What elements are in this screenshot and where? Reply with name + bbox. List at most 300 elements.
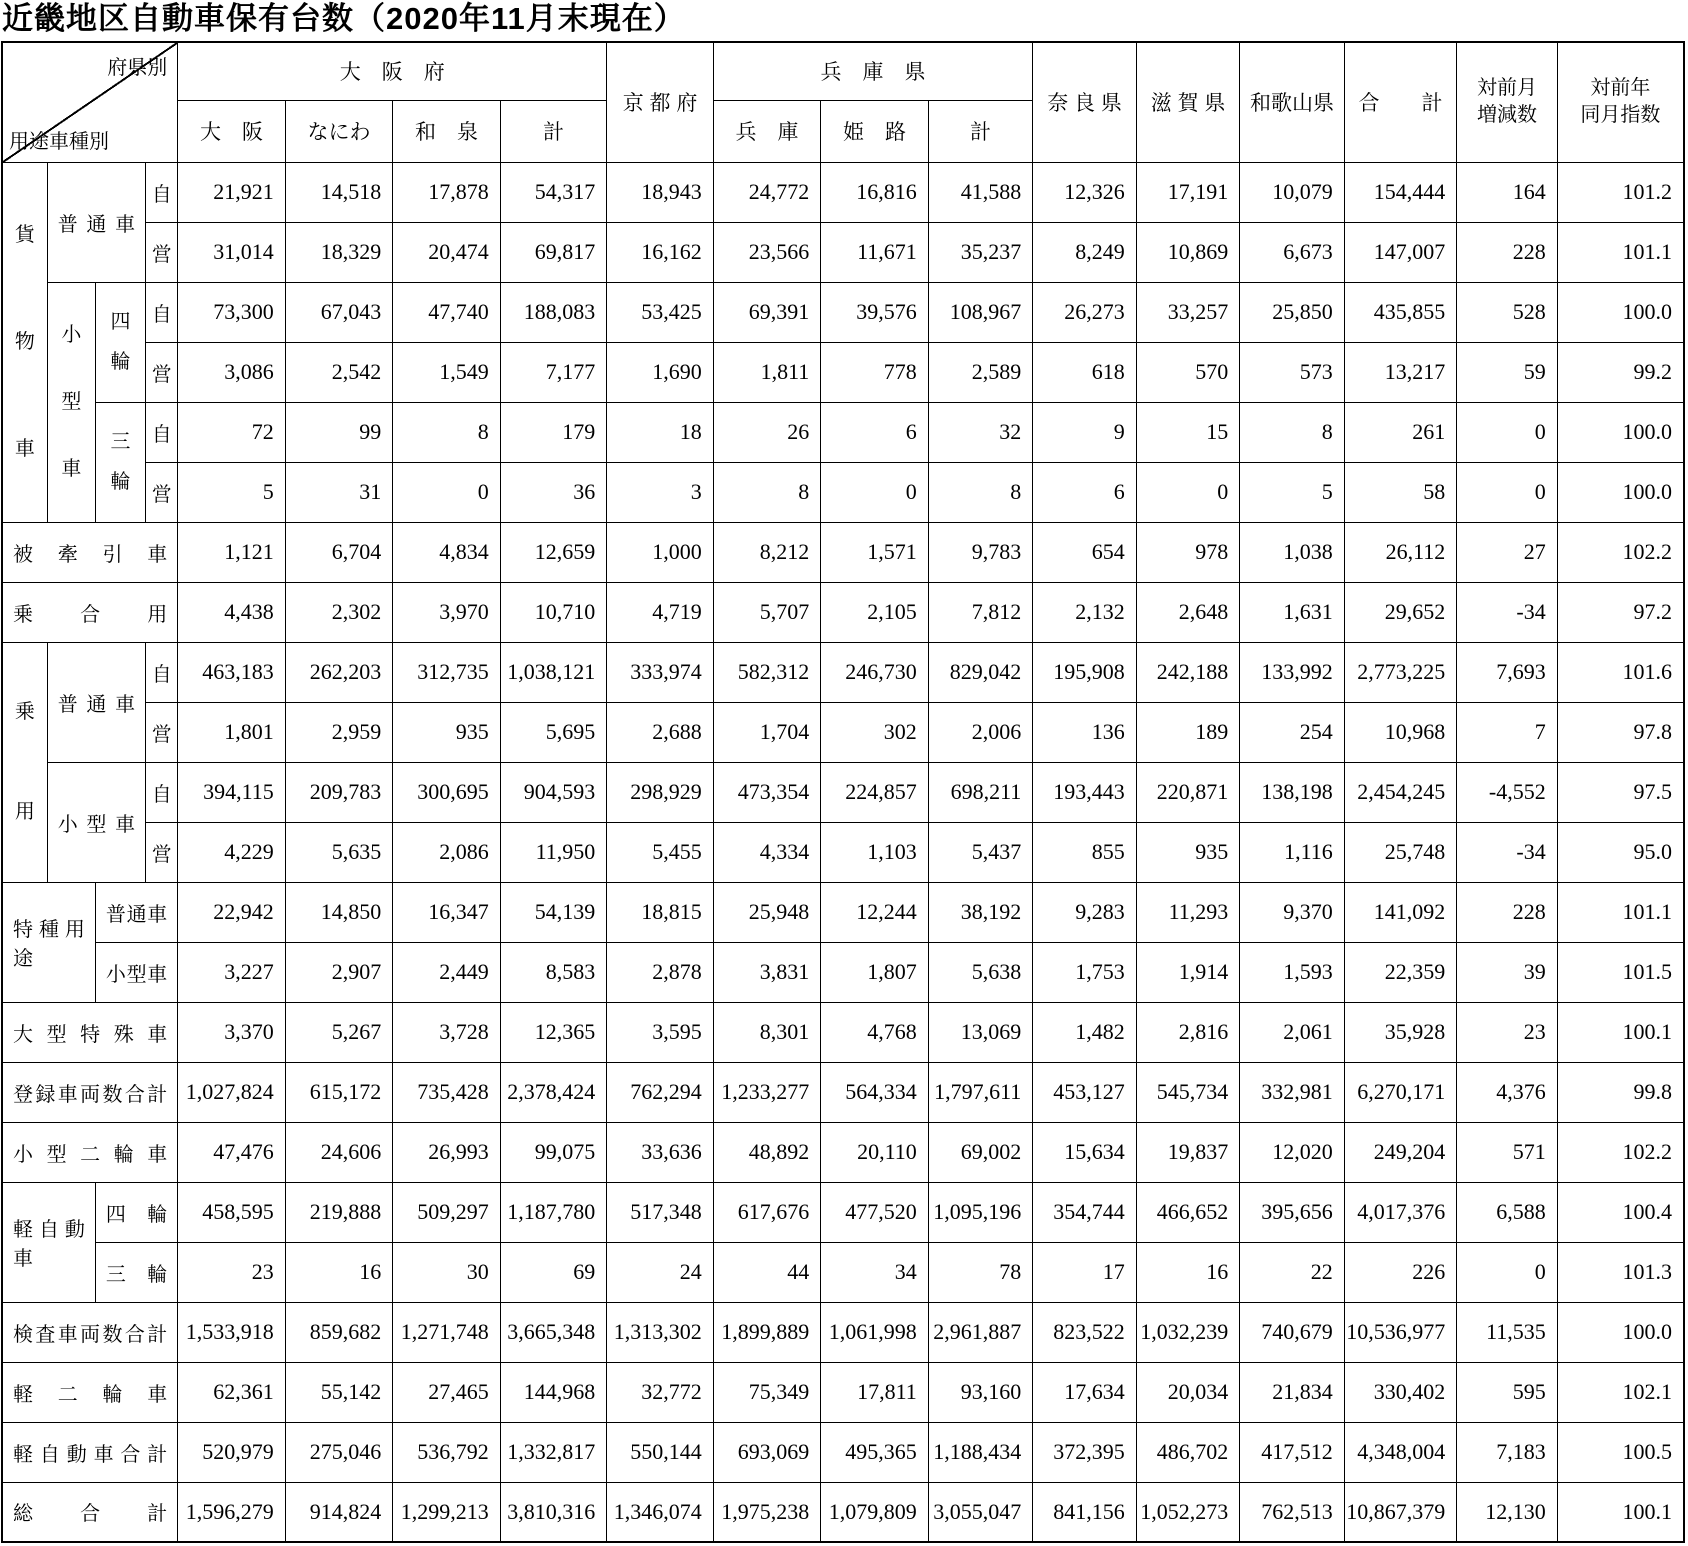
data-cell: 13,217 <box>1344 342 1457 402</box>
data-cell: 829,042 <box>928 642 1033 702</box>
data-cell: 615,172 <box>285 1062 393 1122</box>
corner-label-prefecture: 府県別 <box>107 57 168 80</box>
data-cell: 1,533,918 <box>178 1302 286 1362</box>
data-cell: 17 <box>1033 1242 1136 1302</box>
row-label: 自 <box>146 642 178 702</box>
data-cell: 219,888 <box>285 1182 393 1242</box>
data-cell: 54,317 <box>500 162 607 222</box>
data-cell: 73,300 <box>178 282 286 342</box>
data-cell: 1,103 <box>821 822 929 882</box>
data-cell: 5,695 <box>500 702 607 762</box>
data-cell: 3,810,316 <box>500 1482 607 1542</box>
data-cell: 262,203 <box>285 642 393 702</box>
col-header-hyogo-total: 計 <box>928 100 1033 162</box>
data-cell: 17,811 <box>821 1362 929 1422</box>
data-cell: 1,121 <box>178 522 286 582</box>
data-cell: 509,297 <box>393 1182 501 1242</box>
data-cell: 32 <box>928 402 1033 462</box>
data-cell: 93,160 <box>928 1362 1033 1422</box>
data-cell: 25,948 <box>713 882 821 942</box>
row-label: 普通車 <box>95 882 177 942</box>
table-row <box>2 1242 1684 1302</box>
data-cell: 1,690 <box>607 342 714 402</box>
data-cell: 12,365 <box>500 1002 607 1062</box>
col-header-osaka-group: 大 阪 府 <box>178 42 607 100</box>
data-cell: 1,095,196 <box>928 1182 1033 1242</box>
data-cell: 4,334 <box>713 822 821 882</box>
data-cell: 486,702 <box>1136 1422 1239 1482</box>
data-cell: 54,139 <box>500 882 607 942</box>
data-cell: 8,249 <box>1033 222 1136 282</box>
data-cell: 16 <box>285 1242 393 1302</box>
data-cell: 2,878 <box>607 942 714 1002</box>
data-cell: 164 <box>1457 162 1557 222</box>
data-cell: 855 <box>1033 822 1136 882</box>
data-cell: 226 <box>1344 1242 1457 1302</box>
data-cell: 5,635 <box>285 822 393 882</box>
data-cell: 1,801 <box>178 702 286 762</box>
data-cell: 254 <box>1240 702 1344 762</box>
data-cell: 16,816 <box>821 162 929 222</box>
data-cell: 261 <box>1344 402 1457 462</box>
data-cell: 3,595 <box>607 1002 714 1062</box>
data-cell: 102.2 <box>1557 522 1684 582</box>
data-cell: 69,391 <box>713 282 821 342</box>
col-header-grand-total: 合 計 <box>1344 42 1457 162</box>
data-cell: 102.1 <box>1557 1362 1684 1422</box>
data-cell: 550,144 <box>607 1422 714 1482</box>
page-title: 近畿地区自動車保有台数（2020年11月末現在） <box>2 1 686 36</box>
data-cell: 228 <box>1457 882 1557 942</box>
data-cell: 97.2 <box>1557 582 1684 642</box>
data-cell: 39 <box>1457 942 1557 1002</box>
data-cell: 2,302 <box>285 582 393 642</box>
table-row <box>2 582 1684 642</box>
data-cell: 1,052,273 <box>1136 1482 1239 1542</box>
data-cell: 102.2 <box>1557 1122 1684 1182</box>
row-label: 大型特殊車 <box>2 1002 178 1062</box>
data-cell: 18,815 <box>607 882 714 942</box>
data-cell: 1,482 <box>1033 1002 1136 1062</box>
row-label: 営 <box>146 342 178 402</box>
data-cell: 17,634 <box>1033 1362 1136 1422</box>
data-cell: 138,198 <box>1240 762 1344 822</box>
data-cell: 10,536,977 <box>1344 1302 1457 1362</box>
data-cell: 97.5 <box>1557 762 1684 822</box>
data-cell: 3,665,348 <box>500 1302 607 1362</box>
col-header-yoy-index: 対前年 同月指数 <box>1557 42 1684 162</box>
data-cell: 2,132 <box>1033 582 1136 642</box>
data-cell: 35,928 <box>1344 1002 1457 1062</box>
row-label: 検査車両数合計 <box>2 1302 178 1362</box>
data-cell: 1,038,121 <box>500 642 607 702</box>
row-label: 小型車 <box>47 762 145 882</box>
data-cell: 978 <box>1136 522 1239 582</box>
data-cell: 312,735 <box>393 642 501 702</box>
data-cell: 15,634 <box>1033 1122 1136 1182</box>
data-cell: 1,631 <box>1240 582 1344 642</box>
data-cell: 141,092 <box>1344 882 1457 942</box>
row-label: 四輪 <box>95 1182 177 1242</box>
data-cell: 72 <box>178 402 286 462</box>
data-cell: 466,652 <box>1136 1182 1239 1242</box>
data-cell: 22,359 <box>1344 942 1457 1002</box>
data-cell: 10,869 <box>1136 222 1239 282</box>
table-row <box>2 402 1684 462</box>
row-label: 営 <box>146 462 178 522</box>
data-cell: 520,979 <box>178 1422 286 1482</box>
data-cell: 32,772 <box>607 1362 714 1422</box>
data-cell: 224,857 <box>821 762 929 822</box>
data-cell: 2,959 <box>285 702 393 762</box>
data-cell: 3 <box>607 462 714 522</box>
data-cell: 570 <box>1136 342 1239 402</box>
data-cell: 1,975,238 <box>713 1482 821 1542</box>
data-cell: 24,606 <box>285 1122 393 1182</box>
data-cell: 20,474 <box>393 222 501 282</box>
data-cell: 1,271,748 <box>393 1302 501 1362</box>
data-cell: 23 <box>1457 1002 1557 1062</box>
data-cell: 189 <box>1136 702 1239 762</box>
data-cell: 101.1 <box>1557 222 1684 282</box>
data-cell: 2,542 <box>285 342 393 402</box>
data-cell: 1,188,434 <box>928 1422 1033 1482</box>
data-cell: 8,212 <box>713 522 821 582</box>
data-cell: 33,257 <box>1136 282 1239 342</box>
data-cell: 11,671 <box>821 222 929 282</box>
data-cell: 2,589 <box>928 342 1033 402</box>
data-cell: 495,365 <box>821 1422 929 1482</box>
data-cell: 473,354 <box>713 762 821 822</box>
data-cell: 740,679 <box>1240 1302 1344 1362</box>
row-label: 自 <box>146 762 178 822</box>
data-cell: 1,807 <box>821 942 929 1002</box>
data-cell: 823,522 <box>1033 1302 1136 1362</box>
data-cell: 10,867,379 <box>1344 1482 1457 1542</box>
data-cell: 249,204 <box>1344 1122 1457 1182</box>
data-cell: 545,734 <box>1136 1062 1239 1122</box>
data-cell: 100.0 <box>1557 1302 1684 1362</box>
data-cell: 100.4 <box>1557 1182 1684 1242</box>
col-header-hyogo-group: 兵 庫 県 <box>713 42 1033 100</box>
table-row <box>2 1362 1684 1422</box>
data-cell: 11,535 <box>1457 1302 1557 1362</box>
row-label: 普通車 <box>47 162 145 282</box>
table-body <box>2 162 1684 1542</box>
data-cell: 101.5 <box>1557 942 1684 1002</box>
data-cell: 275,046 <box>285 1422 393 1482</box>
table-row <box>2 1302 1684 1362</box>
data-cell: 778 <box>821 342 929 402</box>
data-cell: 4,348,004 <box>1344 1422 1457 1482</box>
data-cell: 2,688 <box>607 702 714 762</box>
row-label: 三輪 <box>95 1242 177 1302</box>
table-row <box>2 822 1684 882</box>
row-label: 総合計 <box>2 1482 178 1542</box>
data-cell: 1,079,809 <box>821 1482 929 1542</box>
data-cell: 1,061,998 <box>821 1302 929 1362</box>
data-cell: 19,837 <box>1136 1122 1239 1182</box>
data-cell: 477,520 <box>821 1182 929 1242</box>
data-cell: 3,970 <box>393 582 501 642</box>
corner-cell <box>2 42 178 162</box>
data-cell: 34 <box>821 1242 929 1302</box>
data-cell: 6,270,171 <box>1344 1062 1457 1122</box>
data-cell: 8,583 <box>500 942 607 1002</box>
data-cell: 935 <box>393 702 501 762</box>
data-cell: 935 <box>1136 822 1239 882</box>
data-cell: 2,648 <box>1136 582 1239 642</box>
data-cell: 12,020 <box>1240 1122 1344 1182</box>
data-cell: 14,850 <box>285 882 393 942</box>
data-cell: 1,593 <box>1240 942 1344 1002</box>
data-cell: 2,378,424 <box>500 1062 607 1122</box>
data-cell: 100.0 <box>1557 402 1684 462</box>
data-cell: 904,593 <box>500 762 607 822</box>
data-cell: 154,444 <box>1344 162 1457 222</box>
data-cell: 2,454,245 <box>1344 762 1457 822</box>
data-cell: 1,116 <box>1240 822 1344 882</box>
data-cell: 4,768 <box>821 1002 929 1062</box>
data-cell: 693,069 <box>713 1422 821 1482</box>
table-row <box>2 222 1684 282</box>
data-cell: 3,831 <box>713 942 821 1002</box>
data-cell: 69,817 <box>500 222 607 282</box>
row-label: 登録車両数合計 <box>2 1062 178 1122</box>
data-cell: 31 <box>285 462 393 522</box>
data-cell: 18,943 <box>607 162 714 222</box>
data-cell: 1,233,277 <box>713 1062 821 1122</box>
data-cell: 7 <box>1457 702 1557 762</box>
data-cell: -34 <box>1457 582 1557 642</box>
data-cell: 395,656 <box>1240 1182 1344 1242</box>
vehicle-stats-table <box>1 41 1685 1543</box>
data-cell: 1,000 <box>607 522 714 582</box>
data-cell: 1,187,780 <box>500 1182 607 1242</box>
data-cell: 564,334 <box>821 1062 929 1122</box>
data-cell: 17,191 <box>1136 162 1239 222</box>
data-cell: 12,130 <box>1457 1482 1557 1542</box>
data-cell: 75,349 <box>713 1362 821 1422</box>
row-label: 小型車 <box>95 942 177 1002</box>
data-cell: 31,014 <box>178 222 286 282</box>
data-cell: 69 <box>500 1242 607 1302</box>
row-label: 自 <box>146 282 178 342</box>
data-cell: 220,871 <box>1136 762 1239 822</box>
row-label: 軽自動車合計 <box>2 1422 178 1482</box>
data-cell: 100.5 <box>1557 1422 1684 1482</box>
data-cell: 133,992 <box>1240 642 1344 702</box>
row-label: 乗 用 <box>2 642 47 882</box>
data-cell: 841,156 <box>1033 1482 1136 1542</box>
data-cell: 2,006 <box>928 702 1033 762</box>
data-cell: 179 <box>500 402 607 462</box>
data-cell: 24 <box>607 1242 714 1302</box>
data-cell: 735,428 <box>393 1062 501 1122</box>
data-cell: 3,227 <box>178 942 286 1002</box>
data-cell: 16,162 <box>607 222 714 282</box>
data-cell: 11,293 <box>1136 882 1239 942</box>
data-cell: 228 <box>1457 222 1557 282</box>
data-cell: 1,571 <box>821 522 929 582</box>
row-label: 自 <box>146 162 178 222</box>
data-cell: 44 <box>713 1242 821 1302</box>
data-cell: 58 <box>1344 462 1457 522</box>
data-cell: 26,112 <box>1344 522 1457 582</box>
col-header-himeji: 姫 路 <box>821 100 929 162</box>
row-label: 乗合用 <box>2 582 178 642</box>
table-row <box>2 942 1684 1002</box>
data-cell: 9,370 <box>1240 882 1344 942</box>
data-cell: 62,361 <box>178 1362 286 1422</box>
data-cell: 4,438 <box>178 582 286 642</box>
col-header-mom-change: 対前月 増減数 <box>1457 42 1557 162</box>
data-cell: 18,329 <box>285 222 393 282</box>
row-label: 普通車 <box>47 642 145 762</box>
data-cell: 1,313,302 <box>607 1302 714 1362</box>
data-cell: 35,237 <box>928 222 1033 282</box>
data-cell: 0 <box>1457 462 1557 522</box>
data-cell: 25,748 <box>1344 822 1457 882</box>
data-cell: 3,370 <box>178 1002 286 1062</box>
data-cell: 23,566 <box>713 222 821 282</box>
data-cell: 246,730 <box>821 642 929 702</box>
data-cell: 1,549 <box>393 342 501 402</box>
data-cell: 22 <box>1240 1242 1344 1302</box>
row-label: 営 <box>146 222 178 282</box>
data-cell: 7,183 <box>1457 1422 1557 1482</box>
table-row <box>2 1422 1684 1482</box>
table-row <box>2 162 1684 222</box>
data-cell: 1,032,239 <box>1136 1302 1239 1362</box>
data-cell: 330,402 <box>1344 1362 1457 1422</box>
data-cell: 1,332,817 <box>500 1422 607 1482</box>
data-cell: 1,346,074 <box>607 1482 714 1542</box>
corner-label-vehicle-type: 用途車種別 <box>9 130 109 153</box>
data-cell: 1,797,611 <box>928 1062 1033 1122</box>
row-label: 三 輪 <box>95 402 145 522</box>
data-cell: 2,816 <box>1136 1002 1239 1062</box>
data-cell: 463,183 <box>178 642 286 702</box>
data-cell: 99.8 <box>1557 1062 1684 1122</box>
data-cell: 617,676 <box>713 1182 821 1242</box>
table-row <box>2 702 1684 762</box>
data-cell: 394,115 <box>178 762 286 822</box>
table-row <box>2 1482 1684 1542</box>
data-cell: 136 <box>1033 702 1136 762</box>
data-cell: 9 <box>1033 402 1136 462</box>
data-cell: 25,850 <box>1240 282 1344 342</box>
table-row <box>2 882 1684 942</box>
table-row <box>2 762 1684 822</box>
data-cell: 1,027,824 <box>178 1062 286 1122</box>
data-cell: 2,105 <box>821 582 929 642</box>
data-cell: 18 <box>607 402 714 462</box>
data-cell: 8 <box>393 402 501 462</box>
data-cell: 12,659 <box>500 522 607 582</box>
data-cell: 573 <box>1240 342 1344 402</box>
data-cell: 453,127 <box>1033 1062 1136 1122</box>
data-cell: 332,981 <box>1240 1062 1344 1122</box>
col-header-kyoto: 京 都 府 <box>607 42 714 162</box>
data-cell: 1,914 <box>1136 942 1239 1002</box>
data-cell: 517,348 <box>607 1182 714 1242</box>
data-cell: 11,950 <box>500 822 607 882</box>
data-cell: 571 <box>1457 1122 1557 1182</box>
data-cell: 26,993 <box>393 1122 501 1182</box>
data-cell: 13,069 <box>928 1002 1033 1062</box>
data-cell: 20,110 <box>821 1122 929 1182</box>
data-cell: 7,693 <box>1457 642 1557 702</box>
table-row <box>2 642 1684 702</box>
data-cell: 78 <box>928 1242 1033 1302</box>
data-cell: 33,636 <box>607 1122 714 1182</box>
col-header-shiga: 滋 賀 県 <box>1136 42 1239 162</box>
data-cell: 101.6 <box>1557 642 1684 702</box>
data-cell: 6,588 <box>1457 1182 1557 1242</box>
data-cell: 3,728 <box>393 1002 501 1062</box>
data-cell: 10,079 <box>1240 162 1344 222</box>
data-cell: 417,512 <box>1240 1422 1344 1482</box>
data-cell: 6,704 <box>285 522 393 582</box>
data-cell: -4,552 <box>1457 762 1557 822</box>
data-cell: 458,595 <box>178 1182 286 1242</box>
data-cell: 26 <box>713 402 821 462</box>
data-cell: 21,921 <box>178 162 286 222</box>
data-cell: 14,518 <box>285 162 393 222</box>
data-cell: 100.1 <box>1557 1482 1684 1542</box>
data-cell: 8 <box>928 462 1033 522</box>
data-cell: 4,229 <box>178 822 286 882</box>
data-cell: 1,596,279 <box>178 1482 286 1542</box>
data-cell: 762,294 <box>607 1062 714 1122</box>
data-cell: 99 <box>285 402 393 462</box>
data-cell: 12,326 <box>1033 162 1136 222</box>
data-cell: 0 <box>1457 402 1557 462</box>
data-cell: 5 <box>178 462 286 522</box>
table-row <box>2 342 1684 402</box>
data-cell: 5,455 <box>607 822 714 882</box>
data-cell: 5 <box>1240 462 1344 522</box>
data-cell: 30 <box>393 1242 501 1302</box>
data-cell: 8,301 <box>713 1002 821 1062</box>
data-cell: 101.2 <box>1557 162 1684 222</box>
data-cell: 209,783 <box>285 762 393 822</box>
data-cell: 10,968 <box>1344 702 1457 762</box>
row-label: 営 <box>146 822 178 882</box>
data-cell: 1,704 <box>713 702 821 762</box>
data-cell: 67,043 <box>285 282 393 342</box>
col-header-nara: 奈 良 県 <box>1033 42 1136 162</box>
table-row <box>2 1002 1684 1062</box>
table-row <box>2 1062 1684 1122</box>
data-cell: 26,273 <box>1033 282 1136 342</box>
data-cell: 298,929 <box>607 762 714 822</box>
table-row <box>2 522 1684 582</box>
data-cell: 1,299,213 <box>393 1482 501 1542</box>
data-cell: 4,834 <box>393 522 501 582</box>
data-cell: 23 <box>178 1242 286 1302</box>
data-cell: 300,695 <box>393 762 501 822</box>
data-cell: 2,086 <box>393 822 501 882</box>
data-cell: 144,968 <box>500 1362 607 1422</box>
data-cell: -34 <box>1457 822 1557 882</box>
data-cell: 0 <box>1136 462 1239 522</box>
table-row <box>2 1182 1684 1242</box>
data-cell: 99,075 <box>500 1122 607 1182</box>
data-cell: 97.8 <box>1557 702 1684 762</box>
data-cell: 4,017,376 <box>1344 1182 1457 1242</box>
